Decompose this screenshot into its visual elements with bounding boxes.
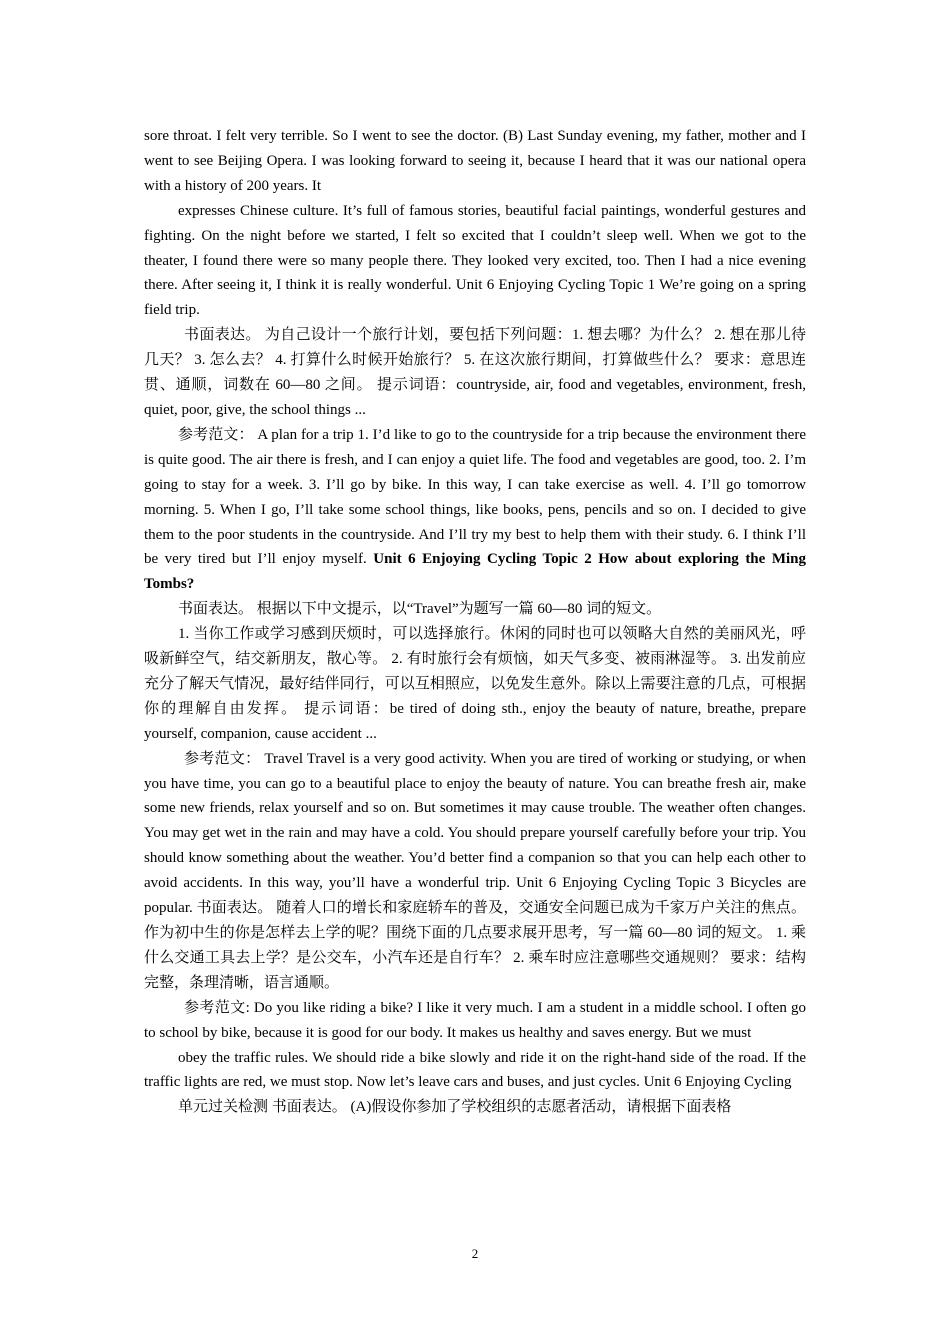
paragraph-9: obey the traffic rules. We should ride a bike slowly and ride it on the right-hand side of the road. If the traffic lights are red, we must stop. Now let’s leave cars and buses, and just cycles. Unit 6 Enjoying Cycling	[144, 1049, 806, 1091]
paragraph-10: 单元过关检测 书面表达。 (A)假设你参加了学校组织的志愿者活动，请根据下面表格	[178, 1099, 732, 1116]
paragraph-4	[144, 423, 806, 597]
body-text	[144, 124, 806, 1120]
paragraph-7: 参考范文： Travel Travel is a very good activity. When you are tired of working or studying, or when you have time, you can go to a beautiful place to enjoy the beauty of nature. You can breathe fresh air, make some new friends, relax yourself and so on. But sometimes it may cause trouble. The weather often changes. You may get wet in the rain and may have a cold. You should prepare yourself carefully before your trip. You should know something about the weather. You’d better find a companion so that you can help each other to avoid accidents. In this way, you’ll have a wonderful trip. Unit 6 Enjoying Cycling Topic 3 Bicycles are popular. 书面表达。 随着人口的增长和家庭轿车的普及，交通安全问题已成为千家万户关注的焦点。作为初中生的你是怎样去上学的呢？围绕下面的几点要求展开思考，写一篇 60—80 词的短文。 1. 乘什么交通工具去上学？是公交车，小汽车还是自行车？ 2. 乘车时应注意哪些交通规则？ 要求：结构完整，条理清晰，语言通顺。	[144, 750, 806, 991]
unit-heading: Unit 6 Enjoying Cycling Topic 2 How about exploring the Ming Tombs?	[144, 551, 806, 593]
paragraph-3: 书面表达。 为自己设计一个旅行计划，要包括下列问题：1. 想去哪？为什么？ 2. 想在那儿待几天？ 3. 怎么去？ 4. 打算什么时候开始旅行？ 5. 在这次旅行期间，打算做些什么？ 要求：意思连贯、通顺，词数在 60—80 之间。 提示词语：countryside, air, food and vegetables, environment, fresh, quiet, poor, give, the school things ...	[144, 327, 806, 418]
paragraph-6: 1. 当你工作或学习感到厌烦时，可以选择旅行。休闲的同时也可以领略大自然的美丽风光，呼吸新鲜空气，结交新朋友，散心等。 2. 有时旅行会有烦恼，如天气多变、被雨淋湿等。 3. 出发前应充分了解天气情况，最好结伴同行，可以互相照应，以免发生意外。除以上需要注意的几点，可根据你的理解自由发挥。 提示词语：be tired of doing sth., enjoy the beauty of nature, breathe, prepare yourself, companion, cause accident ...	[144, 626, 806, 742]
paragraph-5: 书面表达。 根据以下中文提示，以“Travel”为题写一篇 60—80 词的短文。	[178, 601, 662, 618]
paragraph-8: 参考范文: Do you like riding a bike? I like it very much. I am a student in a middle school. I often go to school by bike, because it is good for our body. It makes us healthy and saves energy. But we must	[144, 999, 806, 1041]
paragraph-1: sore throat. I felt very terrible. So I went to see the doctor. (B) Last Sunday evening, my father, mother and I went to see Beijing Opera. I was looking forward to seeing it, because I heard that it was our national opera with a history of 200 years. It	[144, 128, 806, 194]
paragraph-4-text: 参考范文： A plan for a trip 1. I’d like to go to the countryside for a trip because the environment there is quite good. The air there is fresh, and I can enjoy a quiet life. The food and vegetables are good, too. 2. I’m going to stay for a week. 3. I’ll go by bike. In this way, I can take exercise as well. 4. I’ll go tomorrow morning. 5. When I go, I’ll take some school things, like books, pens, pencils and so on. I decided to give them to the poor students in the countryside. And I’ll try my best to help them with their study. 6. I think I’ll be very tired but I’ll enjoy myself.	[144, 426, 806, 568]
paragraph-2: expresses Chinese culture. It’s full of famous stories, beautiful facial paintings, wonderful gestures and fighting. On the night before we started, I felt so excited that I couldn’t sleep well. When we got to the theater, I found there were so many people there. They looked very excited, too. Then I had a nice evening there. After seeing it, I think it is really wonderful. Unit 6 Enjoying Cycling Topic 1 We’re going on a spring field trip.	[144, 202, 806, 319]
page-number: 2	[471, 1246, 479, 1261]
